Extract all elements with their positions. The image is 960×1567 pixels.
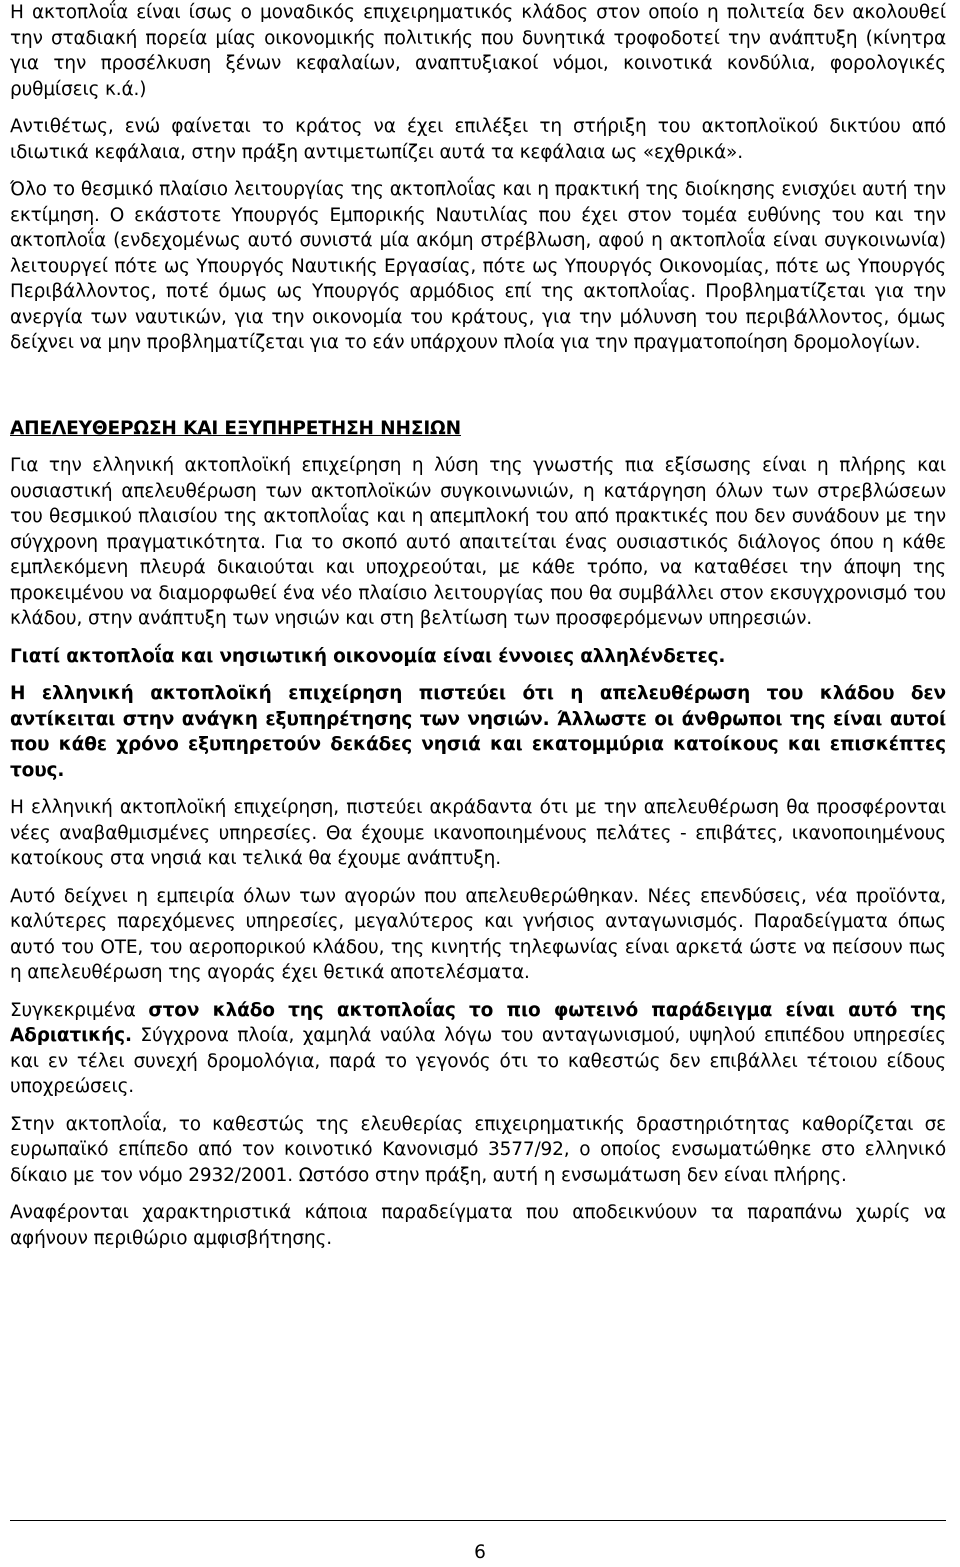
paragraph-intro: Η ακτοπλοΐα είναι ίσως ο μοναδικός επιχειρηματικός κλάδος στον οποίο η πολιτεία δεν ακολουθεί την σταδιακή πορεία μίας οικονομικής πολιτικής που δυνητικά τροφοδοτεί την ανάπτυξη (κίνητρα για την προσέλκυση ξένων κεφαλαίων, αναπτυξιακοί νόμοι, κοινοτικά κονδύλια, φορολογικές ρυθμίσεις κ.ά.): [10, 2, 946, 100]
paragraph-interdependence: Γιατί ακτοπλοΐα και νησιωτική οικονομία είναι έννοιες αλληλένδετες.: [10, 645, 726, 667]
paragraph-framework: Όλο το θεσμικό πλαίσιο λειτουργίας της ακτοπλοΐας και η πρακτική της διοίκησης ενισχύει αυτή την εκτίμηση. Ο εκάστοτε Υπουργός Εμπορικής Ναυτιλίας που έχει στον τομέα ευθύνης του και την ακτοπλοΐα (ενδεχομένως αυτό συνιστά μία ακόμη στρέβλωση, αφού η ακτοπλοΐα είναι συγκοινωνία) λειτουργεί πότε ως Υπουργός Ναυτικής Εργασίας, πότε ως Υπουργός Οικονομίας, πότε ως Υπουργός Περιβάλλοντος, ποτέ όμως ως Υπουργός αρμόδιος επί της ακτοπλοΐας. Προβληματίζεται για την ανεργία των ναυτικών, για την οικονομία του κράτους, για την μόλυνση του περιβάλλοντος, όμως δείχνει να μην προβληματίζεται για το εάν υπάρχουν πλοία για την πραγματοποίηση δρομολογίων.: [10, 179, 946, 353]
paragraph-belief: Η ελληνική ακτοπλοϊκή επιχείρηση πιστεύει ότι η απελευθέρωση του κλάδου δεν αντίκειται στην ανάγκη εξυπηρέτησης των νησιών. Άλλωστε οι άνθρωποι της είναι αυτοί που κάθε χρόνο εξυπηρετούν δεκάδες νησιά και εκατομμύρια κατοίκους και επισκέπτες τους.: [10, 683, 946, 781]
document-page: [10, 0, 946, 1251]
paragraph-experience: Αυτό δείχνει η εμπειρία όλων των αγορών που απελευθερώθηκαν. Νέες επενδύσεις, νέα προϊόντα, καλύτερες παρεχόμενες υπηρεσίες, μεγαλύτερος και γνήσιος ανταγωνισμός. Παραδείγματα όπως αυτό του ΟΤΕ, του αεροπορικού κλάδου, της κινητής τηλεφωνίας είναι αρκετά ώστε να πείσουν πως η απελευθέρωση της αγοράς έχει θετικά αποτελέσματα.: [10, 885, 946, 983]
paragraph-adriatic: [10, 998, 946, 1100]
paragraph-liberalization: Για την ελληνική ακτοπλοϊκή επιχείρηση η λύση της γνωστής πια εξίσωσης είναι η πλήρης και ουσιαστική απελευθέρωση των ακτοπλοϊκών συγκοινωνιών, η κατάργηση όλων των στρεβλώσεων του θεσμικού πλαισίου της ακτοπλοΐας και η απεμπλοκή του από πρακτικές που δεν συνάδουν με την σύγχρονη πραγματικότητα. Για το σκοπό αυτό απαιτείται ένας ουσιαστικός διάλογος όπου η κάθε εμπλεκόμενη πλευρά δικαιούται και υποχρεούται, με κάθε τρόπο, να καταθέσει την άποψη της προκειμένου να διαμορφωθεί ένα νέο πλαίσιο λειτουργίας που θα συμβάλλει στον εκσυγχρονισμό του κλάδου, στην ανάπτυξη των νησιών και στη βελτίωση των προσφερόμενων υπηρεσιών.: [10, 455, 946, 629]
paragraph-examples: Αναφέρονται χαρακτηριστικά κάποια παραδείγματα που αποδεικνύουν τα παραπάνω χωρίς να αφήνουν περιθώριο αμφισβήτησης.: [10, 1202, 946, 1249]
paragraph-regulation: Στην ακτοπλοΐα, το καθεστώς της ελευθερίας επιχειρηματικής δραστηριότητας καθορίζεται σε ευρωπαϊκό επίπεδο από τον κοινοτικό Κανονισμό 3577/92, ο οποίος ενσωματώθηκε στο ελληνικό δίκαιο με τον νόμο 2932/2001. Ωστόσο στην πράξη, αυτή η ενσωμάτωση δεν είναι πλήρης.: [10, 1113, 946, 1186]
section-heading: ΑΠΕΛΕΥΘΕΡΩΣΗ ΚΑΙ ΕΞΥΠΗΡΕΤΗΣΗ ΝΗΣΙΩΝ: [10, 417, 461, 439]
adriatic-emphasis: στον κλάδο της ακτοπλοΐας το πιο φωτεινό παράδειγμα είναι αυτό της Αδριατικής.: [10, 999, 946, 1046]
adriatic-rest: Σύγχρονα πλοία, χαμηλά ναύλα λόγω του ανταγωνισμού, υψηλού επιπέδου υπηρεσίες και εν τέλει συνεχή δρομολόγια, παρά το γεγονός ότι το καθεστώς δεν επιβάλλει τέτοιου είδους υποχρεώσεις.: [10, 1025, 946, 1097]
footer-divider: [10, 1520, 946, 1521]
page-number: 6: [474, 1542, 486, 1563]
paragraph-contrast: Αντιθέτως, ενώ φαίνεται το κράτος να έχει επιλέξει τη στήριξη του ακτοπλοϊκού δικτύου από ιδιωτικά κεφάλαια, στην πράξη αντιμετωπίζει αυτά τα κεφάλαια ως «εχθρικά».: [10, 116, 946, 163]
paragraph-services: Η ελληνική ακτοπλοϊκή επιχείρηση, πιστεύει ακράδαντα ότι με την απελευθέρωση θα προσφέρονται νέες αναβαθμισμένες υπηρεσίες. Θα έχουμε ικανοποιημένους πελάτες - επιβάτες, ικανοποιημένους κατοίκους στα νησιά και τελικά θα έχουμε ανάπτυξη.: [10, 797, 946, 869]
adriatic-lead: Συγκεκριμένα: [10, 999, 149, 1021]
